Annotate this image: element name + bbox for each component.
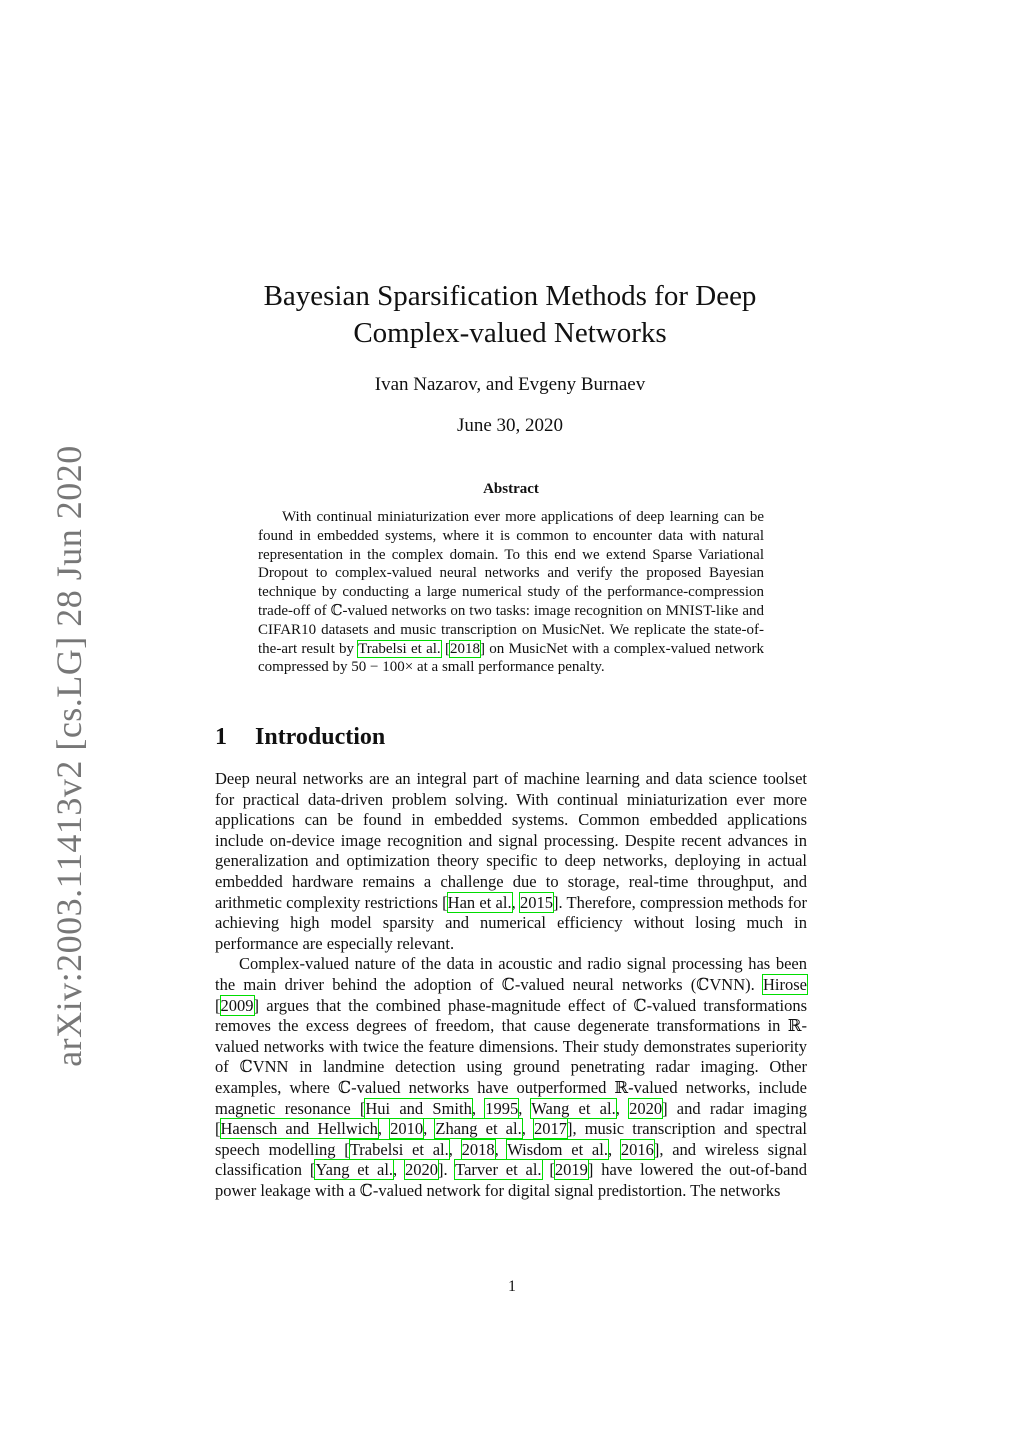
citation-link-hui-year[interactable]: 1995 — [485, 1098, 519, 1118]
citation-link-trabelsi-year[interactable]: 2018 — [449, 640, 480, 657]
paragraph-2 — [215, 954, 807, 1201]
paragraph-2-part-7: ]. — [438, 1160, 456, 1180]
page-number: 1 — [508, 1278, 516, 1295]
citation-link-wang[interactable]: Wang et al. — [531, 1098, 616, 1118]
paper-date: June 30, 2020 — [456, 415, 564, 436]
paper-title — [200, 278, 820, 352]
citation-link-haensch-year[interactable]: 2010 — [390, 1119, 424, 1139]
citation-link-hirose[interactable]: Hirose — [763, 974, 807, 994]
paper-title-line-2: Complex-valued Networks — [353, 317, 667, 349]
citation-link-zhang-year[interactable]: 2017 — [533, 1119, 567, 1139]
citation-link-wisdom[interactable]: Wisdom et al. — [507, 1139, 608, 1159]
paragraph-1 — [215, 769, 807, 954]
citation-separator: , — [494, 1139, 508, 1159]
abstract-heading: Abstract — [483, 481, 539, 497]
citation-separator: , — [471, 1098, 486, 1118]
bracket: ] — [479, 640, 485, 657]
citation-link-hui[interactable]: Hui and Smith — [365, 1098, 472, 1118]
paper-authors: Ivan Nazarov, and Evgeny Burnaev — [374, 374, 646, 395]
citation-link-haensch[interactable]: Haensch and Hellwich — [220, 1119, 378, 1139]
citation-separator: , — [393, 1160, 405, 1180]
paragraph-2-part-9: ] have lowered the out-of-band power leakage with a ℂ-valued network for digital signal predistortion. The networks — [215, 1160, 808, 1200]
citation-link-trabelsi-intro[interactable]: Trabelsi et al. — [349, 1139, 449, 1159]
citation-link-han[interactable]: Han et al. — [447, 892, 512, 912]
section-title: Introduction — [255, 724, 386, 750]
section-heading-introduction — [215, 724, 385, 751]
citation-link-trabelsi-intro-year[interactable]: 2018 — [461, 1139, 495, 1159]
paragraph-2-part-8: [ — [541, 1160, 555, 1180]
citation-link-zhang[interactable]: Zhang et al. — [435, 1119, 522, 1139]
citation-link-trabelsi[interactable]: Trabelsi et al. — [358, 640, 441, 657]
citation-separator: , — [518, 1098, 532, 1118]
arxiv-id-text: arXiv:2003.11413v2 [cs.LG] 28 Jun 2020 — [49, 445, 90, 1067]
arxiv-identifier-stamp — [36, 445, 102, 1067]
bracket: [ — [444, 640, 450, 657]
citation-link-yang-year[interactable]: 2020 — [405, 1160, 438, 1180]
abstract-text-part-2: on MusicNet with a complex-valued network compressed by 50 − 100× at a small performance penalty. — [258, 640, 764, 676]
citation-link-tarver-year[interactable]: 2019 — [554, 1160, 588, 1180]
citation-link-wisdom-year[interactable]: 2016 — [620, 1139, 654, 1159]
paragraph-1-part-2: ]. Therefore, compression methods for achieving high model sparsity and numerical efficiency without losing much in performance are especially relevant. — [215, 892, 807, 953]
paragraph-2-part-6: ], and wireless signal classification [ — [215, 1139, 808, 1180]
citation-link-han-year[interactable]: 2015 — [519, 892, 553, 912]
citation-separator: , — [521, 1119, 534, 1139]
citation-separator: , — [511, 892, 520, 912]
abstract-text-part-1: With continual miniaturization ever more applications of deep learning can be found in embedded systems, where it is common to encounter data with natural representation in the complex domain. To this end we extend Sparse Variational Dropout to complex-valued neural networks and verify the proposed Bayesian technique by conducting a large numerical study of the performance-compression trade-off of ℂ-valued networks on two tasks: image recognition on MNIST-like and CIFAR10 datasets and music transcription on MusicNet. We replicate the state-of-the-art result by — [258, 509, 764, 657]
paragraph-1-part-1: Deep neural networks are an integral part of machine learning and data science toolset for practical data-driven problem solving. With continual miniaturization ever more applications can be found in embedded systems. Common embedded applications include on-device image recognition and signal processing. Despite recent advances in generalization and optimization theory specific to deep networks, deploying in actual embedded hardware remains a challenge due to storage, real-time throughput, and arithmetic complexity restrictions [ — [215, 769, 807, 912]
citation-link-wang-year[interactable]: 2020 — [629, 1098, 663, 1118]
introduction-body — [215, 769, 807, 1201]
citation-link-tarver[interactable]: Tarver et al. — [455, 1160, 542, 1180]
paragraph-2-part-4: ] and radar imaging [ — [215, 1098, 808, 1139]
paragraph-2-part-2: [ — [215, 995, 221, 1015]
section-number: 1 — [215, 724, 227, 750]
paper-title-line-1: Bayesian Sparsification Methods for Deep — [263, 280, 757, 312]
paragraph-2-part-3: ] argues that the combined phase-magnitude effect of ℂ-valued transformations removes the excess degrees of freedom, that cause degenerate transformations in ℝ-valued networks with twice the feature dimensions. Their study demonstrates superiority of ℂVNN in landmine detection using ground penetrating radar imaging. Other examples, where ℂ-valued networks have outperformed ℝ-valued networks, include magnetic resonance [ — [215, 995, 807, 1118]
citation-separator: , — [448, 1139, 462, 1159]
paragraph-2-part-1: Complex-valued nature of the data in acoustic and radio signal processing has been the main driver behind the adoption of ℂ-valued neural networks (ℂVNN). — [215, 954, 807, 994]
citation-separator: , — [607, 1139, 621, 1159]
paragraph-2-part-5: ], music transcription and spectral speech modelling [ — [215, 1119, 807, 1159]
citation-separator: , — [423, 1119, 436, 1139]
citation-link-yang[interactable]: Yang et al. — [315, 1160, 394, 1180]
citation-separator: , — [377, 1119, 391, 1139]
citation-link-hirose-year[interactable]: 2009 — [220, 995, 254, 1015]
abstract-text — [258, 508, 764, 677]
citation-separator: , — [615, 1098, 630, 1118]
